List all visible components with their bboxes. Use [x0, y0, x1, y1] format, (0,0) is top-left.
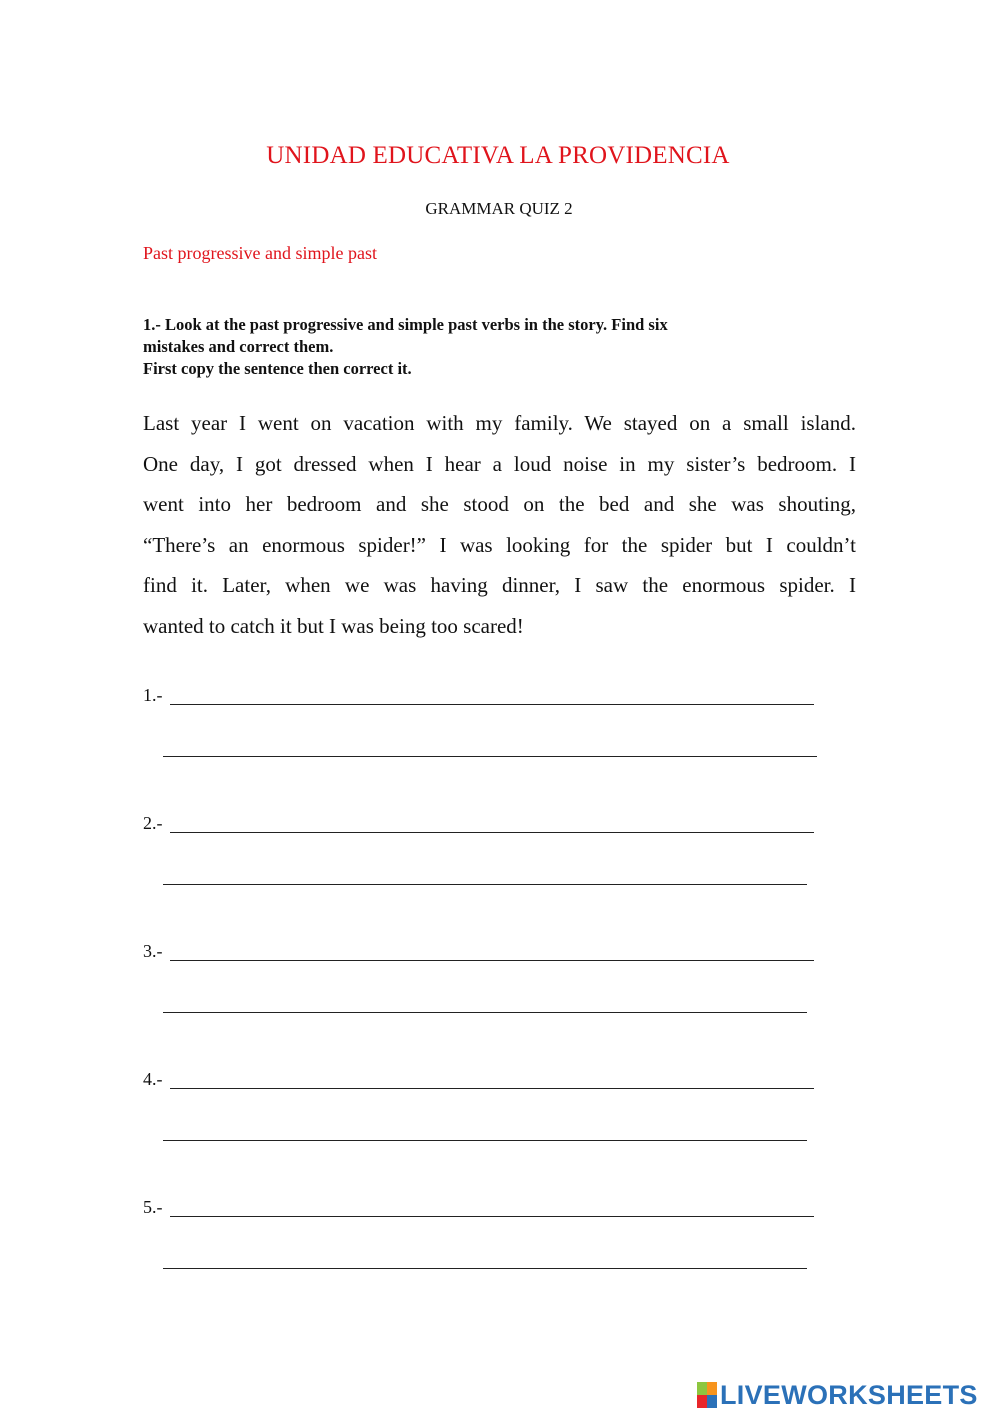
answer-line-copy[interactable] — [170, 1216, 814, 1217]
answer-line-copy[interactable] — [170, 960, 814, 961]
instruction-line: mistakes and correct them. — [143, 337, 334, 356]
answer-number: 3.- — [143, 941, 163, 961]
answer-number: 5.- — [143, 1197, 163, 1217]
answer-line-copy[interactable] — [170, 704, 814, 705]
answer-line-copy[interactable] — [170, 832, 814, 833]
answer-line-correction[interactable] — [163, 756, 817, 757]
instruction-line: 1.- Look at the past progressive and simple past verbs in the story. Find six — [143, 315, 668, 334]
story-line: “There’s an enormous spider!” I was looking for the spider but I couldn’t — [143, 532, 856, 557]
story-line: One day, I got dressed when I hear a loud noise in my sister’s bedroom. I — [143, 451, 856, 476]
answer-number: 4.- — [143, 1069, 163, 1089]
answer-number: 2.- — [143, 813, 163, 833]
answer-line-correction[interactable] — [163, 884, 807, 885]
answer-line-correction[interactable] — [163, 1140, 807, 1141]
story-paragraph — [143, 403, 856, 647]
quiz-title: GRAMMAR QUIZ 2 — [425, 199, 573, 218]
story-line: find it. Later, when we was having dinner, I saw the enormous spider. I — [143, 573, 856, 598]
story-line: went into her bedroom and she stood on the bed and she was shouting, — [143, 492, 856, 517]
exercise-instructions — [143, 314, 843, 380]
answer-line-copy[interactable] — [170, 1088, 814, 1089]
instruction-line: First copy the sentence then correct it. — [143, 359, 412, 378]
answer-item-1 — [143, 684, 823, 774]
story-line: wanted to catch it but I was being too scared! — [143, 613, 524, 638]
school-title: UNIDAD EDUCATIVA LA PROVIDENCIA — [266, 142, 730, 169]
answer-item-5 — [143, 1196, 823, 1286]
answer-number: 1.- — [143, 685, 163, 705]
answer-item-4 — [143, 1068, 823, 1158]
logo-text: LIVEWORKSHEETS — [720, 1379, 978, 1410]
answer-line-correction[interactable] — [163, 1012, 807, 1013]
answer-line-correction[interactable] — [163, 1268, 807, 1269]
topic-label: Past progressive and simple past — [143, 243, 377, 263]
liveworksheets-mark-icon — [697, 1382, 717, 1408]
answer-item-2 — [143, 812, 823, 902]
story-line: Last year I went on vacation with my family. We stayed on a small island. — [143, 411, 856, 435]
liveworksheets-logo — [697, 1378, 978, 1412]
answer-item-3 — [143, 940, 823, 1030]
